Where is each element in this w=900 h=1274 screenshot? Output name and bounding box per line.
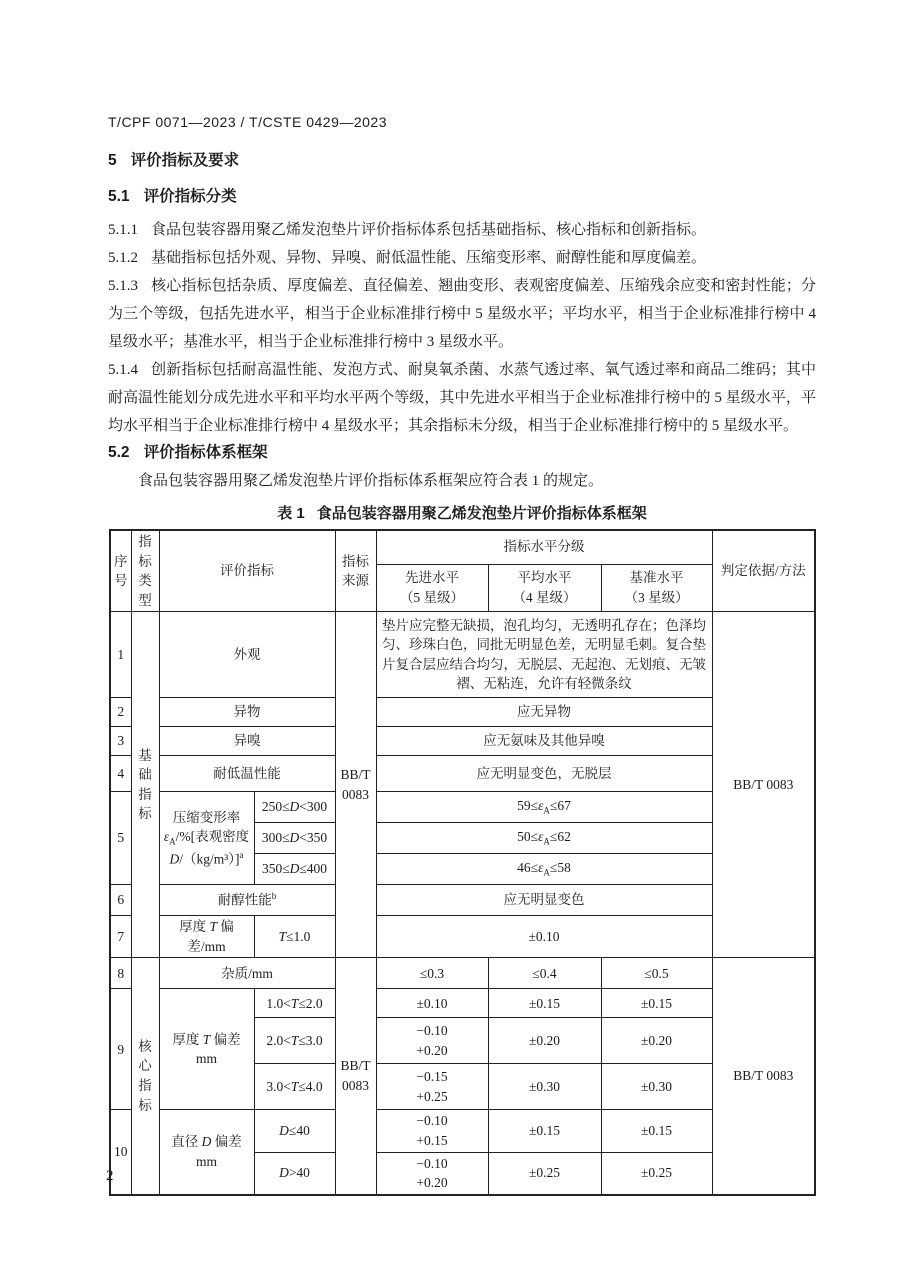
th-advanced-level: 先进水平 （5 星级） xyxy=(376,564,488,612)
th-type: 指标类型 xyxy=(131,530,159,612)
clause-text: 创新指标包括耐高温性能、发泡方式、耐臭氧杀菌、水蒸气透过率、氧气透过率和商品二维码；其中耐高温性能划分成先进水平和平均水平两个等级，其中先进水平相当于企业标准排行榜中的 5 星级水平，平均水平相当于企业标准排行榜中 4 星级水平；其余指标未分级，相当于企业标准排行榜中的 5 星级水平。 xyxy=(108,362,816,434)
th-grading: 指标水平分级 xyxy=(376,530,712,564)
td-seq: 5 xyxy=(110,792,131,885)
clause-number: 5.1.1 xyxy=(108,222,138,238)
td-condition: D≤40 xyxy=(254,1110,335,1152)
td-baseline-value: ±0.25 xyxy=(601,1152,712,1195)
table-row-10a xyxy=(110,1110,815,1152)
section-5-heading xyxy=(108,150,816,172)
td-average-value: ±0.15 xyxy=(488,1110,601,1152)
td-seq: 9 xyxy=(110,989,131,1110)
td-average-value: ±0.20 xyxy=(488,1018,601,1064)
td-indicator: 异嗅 xyxy=(159,727,335,756)
td-indicator: 耐醇性能$^b$ xyxy=(159,885,335,916)
td-condition: 2.0<T≤3.0 xyxy=(254,1018,335,1064)
th-basis: 判定依据/方法 xyxy=(712,530,815,612)
td-baseline-value: ±0.15 xyxy=(601,1110,712,1152)
table-caption xyxy=(108,502,816,523)
clause-5-2-body xyxy=(108,468,816,494)
td-requirement: $59\le\varepsilon_A\le 67$ xyxy=(376,792,712,823)
td-indicator: 杂质/mm xyxy=(159,958,335,989)
clause-5-1-2 xyxy=(108,244,816,272)
td-requirement: 应无氨味及其他异嗅 xyxy=(376,727,712,756)
td-condition: T≤1.0 xyxy=(254,916,335,958)
td-baseline-value: ≤0.5 xyxy=(601,958,712,989)
section-5-2-heading xyxy=(108,442,816,464)
td-indicator: 直径 D 偏差 mm xyxy=(159,1110,254,1195)
td-requirement: $50\le\varepsilon_A\le 62$ xyxy=(376,823,712,854)
table-row-3 xyxy=(110,727,815,756)
td-seq: 6 xyxy=(110,885,131,916)
section-5-1-title: 评价指标分类 xyxy=(143,188,237,205)
td-seq: 8 xyxy=(110,958,131,989)
page-number: 2 xyxy=(106,1168,114,1184)
td-advanced-value: −0.10 +0.20 xyxy=(376,1152,488,1195)
th-baseline-level: 基准水平 （3 星级） xyxy=(601,564,712,612)
td-condition: 350≤D≤400 xyxy=(254,854,335,885)
table-row-7 xyxy=(110,916,815,958)
table-row-1 xyxy=(110,612,815,698)
td-baseline-value: ±0.30 xyxy=(601,1064,712,1110)
table-row-5a xyxy=(110,792,815,823)
td-indicator: 压缩变形率 $\varepsilon_A/\%$[表观密度 D/（kg/m³）]$^a$ xyxy=(159,792,254,885)
td-seq: 10 xyxy=(110,1110,131,1195)
table-caption-number: 表 1 xyxy=(277,505,305,522)
td-average-value: ±0.25 xyxy=(488,1152,601,1195)
clause-number: 5.1.3 xyxy=(108,278,138,294)
th-source: 指标来源 xyxy=(335,530,376,612)
td-condition: 300≤D<350 xyxy=(254,823,335,854)
section-5-1-number: 5.1 xyxy=(108,188,130,205)
td-requirement: 垫片应完整无缺损，泡孔均匀，无透明孔存在；色泽均匀、珍珠白色，同批无明显色差，无明显毛刺。复合垫片复合层应结合均匀，无脱层、无起泡、无划痕、无皱褶、无粘连，允许有轻微条纹 xyxy=(376,612,712,698)
section-5-number: 5 xyxy=(108,152,117,169)
td-average-value: ±0.30 xyxy=(488,1064,601,1110)
td-requirement: 应无明显变色 xyxy=(376,885,712,916)
td-indicator: 厚度 T 偏差/mm xyxy=(159,916,254,958)
evaluation-indicator-table xyxy=(109,529,816,1196)
doc-number: T/CPF 0071—2023 / T/CSTE 0429—2023 xyxy=(108,114,387,130)
table-header-row-1 xyxy=(110,530,815,564)
td-condition: 1.0<T≤2.0 xyxy=(254,989,335,1018)
table-row-2 xyxy=(110,698,815,727)
clause-5-1-3 xyxy=(108,272,816,356)
td-indicator: 耐低温性能 xyxy=(159,756,335,792)
clause-number: 5.1.4 xyxy=(108,362,138,378)
td-seq: 7 xyxy=(110,916,131,958)
clause-text: 基础指标包括外观、异物、异嗅、耐低温性能、压缩变形率、耐醇性能和厚度偏差。 xyxy=(151,250,707,266)
table-row-8 xyxy=(110,958,815,989)
td-advanced-value: ≤0.3 xyxy=(376,958,488,989)
clause-text: 核心指标包括杂质、厚度偏差、直径偏差、翘曲变形、表观密度偏差、压缩残余应变和密封性能；分为三个等级，包括先进水平，相当于企业标准排行榜中 5 星级水平；平均水平，相当于企业标准排行榜中 4 星级水平；基准水平，相当于企业标准排行榜中 3 星级水平。 xyxy=(108,278,816,350)
td-seq: 1 xyxy=(110,612,131,698)
section-5-1-heading xyxy=(108,186,816,208)
td-indicator: 外观 xyxy=(159,612,335,698)
td-group-basic: 基础指标 xyxy=(131,612,159,958)
td-requirement: $46\le\varepsilon_A\le 58$ xyxy=(376,854,712,885)
td-condition: 250≤D<300 xyxy=(254,792,335,823)
td-indicator: 异物 xyxy=(159,698,335,727)
td-average-value: ≤0.4 xyxy=(488,958,601,989)
clause-text: 食品包装容器用聚乙烯发泡垫片评价指标体系框架应符合表 1 的规定。 xyxy=(138,473,604,489)
td-source-core: BB/T 0083 xyxy=(335,958,376,1195)
section-5-2-title: 评价指标体系框架 xyxy=(143,444,268,461)
td-requirement: 应无明显变色，无脱层 xyxy=(376,756,712,792)
td-basis-basic: BB/T 0083 xyxy=(712,612,815,958)
clause-number: 5.1.2 xyxy=(108,250,138,266)
td-requirement: 应无异物 xyxy=(376,698,712,727)
td-group-core: 核心指标 xyxy=(131,958,159,1195)
clause-text: 食品包装容器用聚乙烯发泡垫片评价指标体系包括基础指标、核心指标和创新指标。 xyxy=(151,222,707,238)
td-advanced-value: −0.10 +0.20 xyxy=(376,1018,488,1064)
table-caption-title: 食品包装容器用聚乙烯发泡垫片评价指标体系框架 xyxy=(316,505,647,522)
td-seq: 3 xyxy=(110,727,131,756)
td-basis-core: BB/T 0083 xyxy=(712,958,815,1195)
td-condition: 3.0<T≤4.0 xyxy=(254,1064,335,1110)
th-seq: 序号 xyxy=(110,530,131,612)
td-seq: 4 xyxy=(110,756,131,792)
td-advanced-value: −0.10 +0.15 xyxy=(376,1110,488,1152)
section-5-2-number: 5.2 xyxy=(108,444,130,461)
page-content xyxy=(108,112,816,1196)
clause-5-1-1 xyxy=(108,216,816,244)
td-average-value: ±0.15 xyxy=(488,989,601,1018)
th-average-level: 平均水平 （4 星级） xyxy=(488,564,601,612)
td-baseline-value: ±0.20 xyxy=(601,1018,712,1064)
td-condition: D>40 xyxy=(254,1152,335,1195)
td-source-basic: BB/T 0083 xyxy=(335,612,376,958)
table-row-9a xyxy=(110,989,815,1018)
td-advanced-value: −0.15 +0.25 xyxy=(376,1064,488,1110)
td-requirement: ±0.10 xyxy=(376,916,712,958)
clause-5-1-4 xyxy=(108,356,816,440)
table-row-6 xyxy=(110,885,815,916)
td-seq: 2 xyxy=(110,698,131,727)
section-5-title: 评价指标及要求 xyxy=(130,152,240,169)
td-advanced-value: ±0.10 xyxy=(376,989,488,1018)
th-indicator: 评价指标 xyxy=(159,530,335,612)
td-baseline-value: ±0.15 xyxy=(601,989,712,1018)
td-indicator: 厚度 T 偏差 mm xyxy=(159,989,254,1110)
table-row-4 xyxy=(110,756,815,792)
